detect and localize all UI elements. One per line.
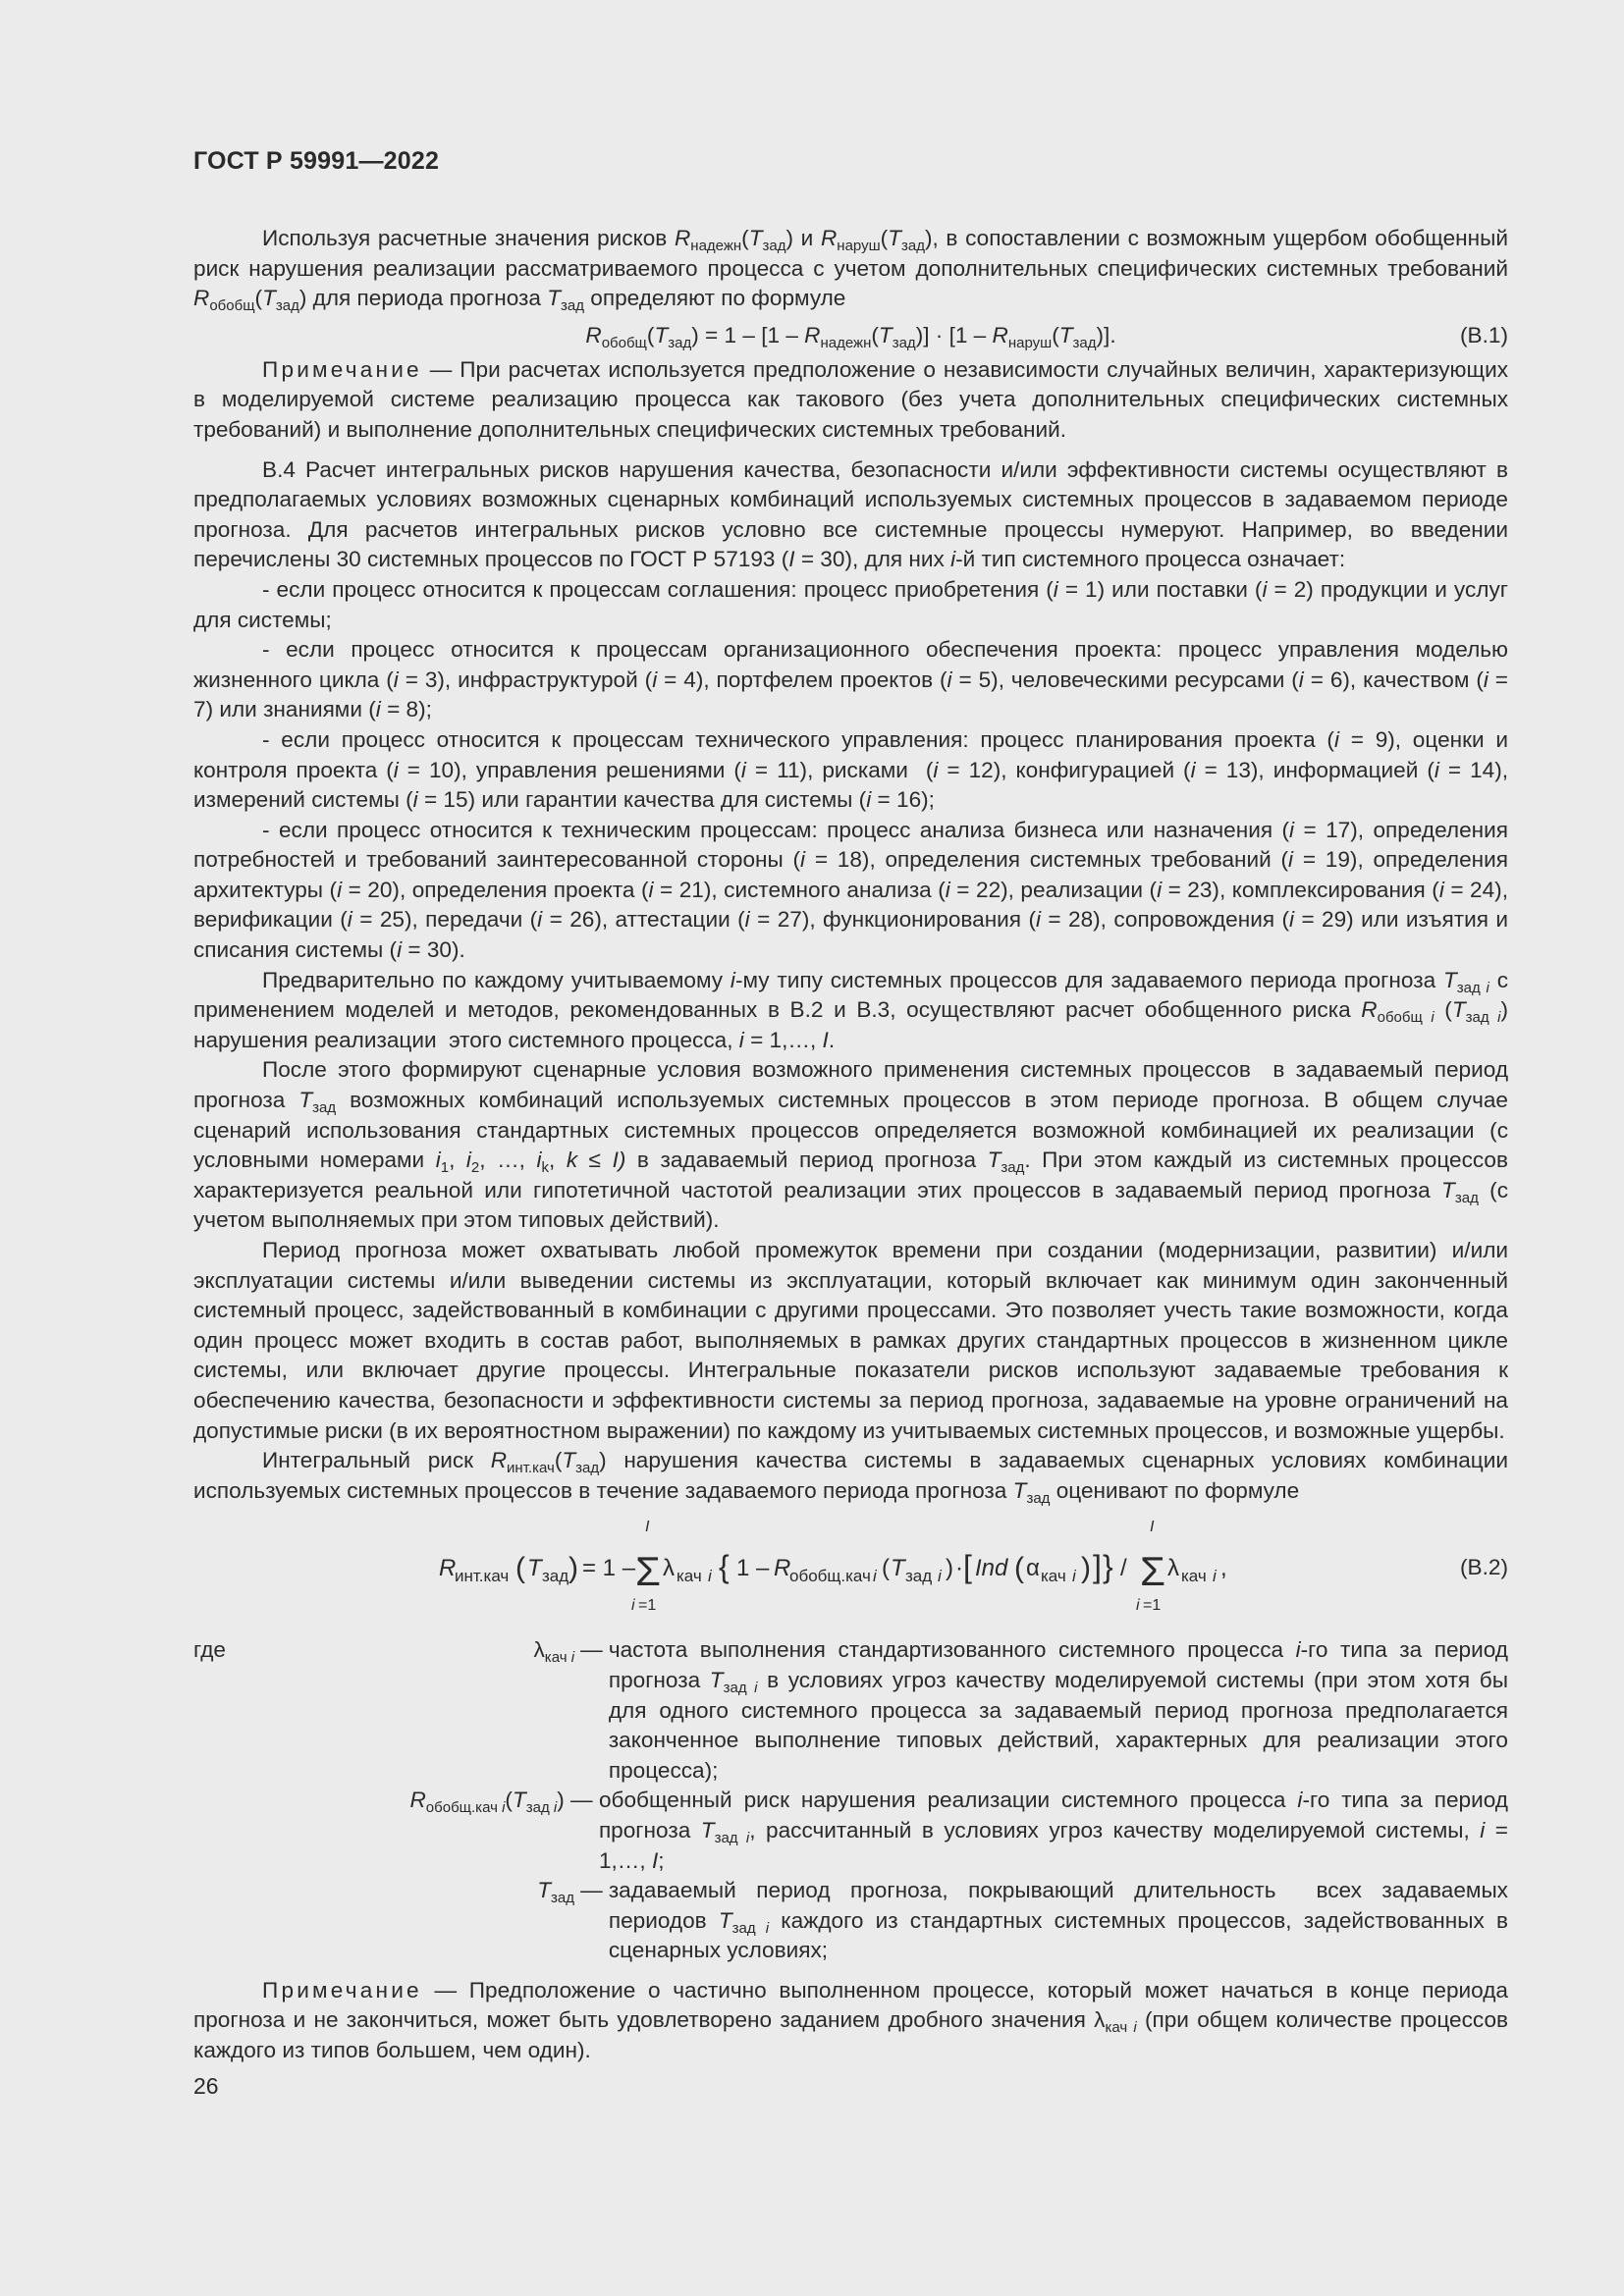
svg-text:,: , <box>1220 1555 1227 1582</box>
definition-symbol: $R_{обобщ.кач i}(T_{зад i})$ <box>409 1788 565 1817</box>
definition-dash: — <box>580 1637 603 1663</box>
note-label: Примечание <box>262 1977 422 2002</box>
svg-text:зад: зад <box>542 1567 569 1586</box>
svg-text:=1: =1 <box>1143 1597 1162 1615</box>
svg-text:i: i <box>1136 1597 1140 1615</box>
svg-text:): ) <box>568 1552 578 1585</box>
svg-text:обобщ.кач: обобщ.кач <box>789 1567 871 1586</box>
svg-text:): ) <box>1081 1552 1091 1585</box>
definition-dash: — <box>580 1878 603 1903</box>
svg-text:1 –: 1 – <box>736 1555 770 1582</box>
svg-text:i: i <box>873 1567 877 1586</box>
svg-text:/: / <box>1120 1555 1127 1582</box>
definition-row <box>193 1635 1508 1786</box>
svg-text:(: ( <box>882 1555 890 1582</box>
svg-text:α: α <box>1026 1555 1040 1582</box>
page-content <box>193 224 1508 2066</box>
paragraph-intro: Используя расчетные значения рисков $R_{надежн}(T_{зад})$ и $R_{наруш}(T_{зад})$, в сопоставлении с возможным ущербом обобщенный риск нарушения реализации рассматриваемого процесса с учетом дополнительных специфических системных требований $R_{обобщ}(T_{зад})$ для периода прогноза $T_{зад}$ определяют по формуле <box>193 226 1508 315</box>
svg-text:I: I <box>1150 1519 1155 1536</box>
svg-text:i: i <box>708 1567 712 1586</box>
svg-text:T: T <box>891 1555 905 1582</box>
definition-symbol: $\lambda_{кач i}$ <box>533 1637 575 1667</box>
definition-dash: — <box>570 1788 593 1813</box>
svg-text:R: R <box>774 1555 791 1582</box>
svg-text:Ind: Ind <box>975 1555 1008 1582</box>
svg-text:i: i <box>938 1567 942 1586</box>
svg-text:(: ( <box>515 1552 525 1585</box>
paragraph-scenario: После этого формируют сценарные условия возможного применения системных процессов в задаваемый период прогноза $T_{зад}$ возможных комбинаций используемых системных процессов в этом периоде прогноза. В общем случае сценарий использования стандартных системных процессов определяется возможной комбинацией их реализации (с условными номерами $i_1$, $i_2$, …, $i_k$, k ≤ I) в задаваемый период прогноза $T_{зад}$. При этом каждый из системных процессов характеризуется реальной или гипотетичной частотой реализации этих процессов в задаваемый период прогноза $T_{зад}$ (с учетом выполняемых при этом типовых действий). <box>193 1057 1508 1233</box>
formula-b1 <box>193 318 1508 353</box>
note-2: Примечание — Предположение о частично выполненном процессе, который может начаться в конце периода прогноза и не закончиться, может быть удовлетворено заданием дробного значения $\lambda_{кач i}$ (при общем количестве процессов каждого из типов большем, чем один). <box>193 1977 1509 2063</box>
definition-row <box>193 1876 1508 1966</box>
svg-text:[: [ <box>963 1549 972 1585</box>
list-item-agreement: - если процесс относится к процессам соглашения: процесс приобретения (i = 1) или поставки (i = 2) продукции и услуг для системы; <box>193 576 1508 632</box>
formula-b2 <box>193 1516 1508 1631</box>
paragraph-period: Период прогноза может охватывать любой промежуток времени при создании (модернизации, развитии) и/или эксплуатации системы и/или выведении системы из эксплуатации, который включает как минимум один законченный системный процесс, задействованный в комбинации с другими процессами. Это позволяет учесть такие возможности, когда один процесс может входить в состав работ, выполняемых в рамках других стандартных процессов в жизненном цикле системы, или включает другие процессы. Интегральные показатели рисков используют задаваемые требования к обеспечению качества, безопасности и эффективности системы за период прогноза, задаваемые на уровне ограничений на допустимые риски (в их вероятностном выражении) по каждому из учитываемых системных процессов, и возможные ущербы. <box>193 1238 1508 1443</box>
svg-text:λ: λ <box>663 1555 675 1582</box>
svg-text:]: ] <box>1093 1549 1102 1585</box>
svg-text:R: R <box>439 1555 457 1582</box>
svg-text:кач: кач <box>677 1567 702 1586</box>
formula-b2-graphic <box>439 1516 1283 1631</box>
svg-text:кач: кач <box>1041 1567 1066 1586</box>
list-item-organizational: - если процесс относится к процессам организационного обеспечения проекта: процесс управления моделью жизненного цикла (i = 3), инфраструктурой (i = 4), портфелем проектов (i = 5), человеческими ресурсами (i = 6), качеством (i = 7) или знаниями (i = 8); <box>193 637 1508 722</box>
note-1 <box>193 355 1508 446</box>
definition-text: частота выполнения стандартизованного системного процесса i-го типа за период прогноза $T_{зад i}$ в условиях угроз качеству моделируемой системы (при этом хотя бы для одного системного процесса за задаваемый период прогноза предполагается законченное выполнение типовых действий, характерных для реализации этого процесса); <box>608 1637 1508 1783</box>
svg-text:λ: λ <box>1167 1555 1179 1582</box>
svg-text:Σ: Σ <box>1140 1548 1165 1595</box>
svg-text:i: i <box>1072 1567 1076 1586</box>
formula-b2-number: (В.2) <box>1460 1555 1508 1580</box>
svg-text:·: · <box>955 1555 963 1582</box>
paragraph-preliminary: Предварительно по каждому учитываемому i-му типу системных процессов для задаваемого периода прогноза $T_{зад i}$ с применением моделей и методов, рекомендованных в В.2 и В.3, осуществляют расчет обобщенного риска $R_{обобщ i}$ $(T_{зад i})$ нарушения реализации этого системного процесса, i = 1,…, I. <box>193 967 1509 1052</box>
definitions-list <box>193 1635 1508 1966</box>
formula-b1-number: (В.1) <box>1460 322 1508 347</box>
svg-text:i: i <box>631 1597 635 1615</box>
paragraph-integral: Интегральный риск $R_{инт.кач}(T_{зад})$ нарушения качества системы в задаваемых сценарных условиях комбинации используемых системных процессов в течение задаваемого периода прогноза $T_{зад}$ оценивают по формуле <box>193 1448 1508 1507</box>
svg-text:кач: кач <box>1181 1567 1207 1586</box>
svg-text:i: i <box>1213 1567 1217 1586</box>
definition-row <box>193 1786 1508 1876</box>
svg-text:= 1 –: = 1 – <box>582 1555 636 1582</box>
svg-text:}: } <box>1103 1549 1113 1585</box>
svg-text:=1: =1 <box>638 1597 657 1615</box>
paragraph-b4: В.4 Расчет интегральных рисков нарушения качества, безопасности и/или эффективности системы осуществляют в предполагаемых условиях возможных сценарных комбинаций используемых системных процессов в задаваемом периоде прогноза. Для расчетов интегральных рисков условно все системные процессы нумеруют. Например, во введении перечислены 30 системных процессов по ГОСТ Р 57193 (I = 30), для них i-й тип системного процесса означает: <box>193 456 1508 572</box>
svg-text:инт.кач: инт.кач <box>455 1567 510 1586</box>
note-label: Примечание <box>262 356 422 382</box>
list-item-technical-management: - если процесс относится к процессам технического управления: процесс планирования проекта (i = 9), оценки и контроля проекта (i = 10), управления решениями (i = 11), рисками (i = 12), конфигурацией (i = 13), информацией (i = 14), измерений системы (i = 15) или гарантии качества для системы (i = 16); <box>193 726 1508 813</box>
svg-text:{: { <box>719 1549 730 1585</box>
svg-text:(: ( <box>1014 1552 1024 1585</box>
definition-text: задаваемый период прогноза, покрывающий длительность всех задаваемых периодов $T_{зад i}$ каждого из стандартных системных процессов, задействованных в сценарных условиях; <box>608 1878 1508 1963</box>
svg-text:зад: зад <box>905 1567 933 1586</box>
note-2-text-b: (при общем количестве процессов каждого из типов большем, чем один). <box>193 2007 1509 2063</box>
definition-symbol: $T_{зад}$ <box>537 1878 575 1907</box>
page-header: ГОСТ Р 59991—2022 <box>193 147 440 175</box>
definition-text: обобщенный риск нарушения реализации системного процесса i-го типа за период прогноза $T_{зад i}$, рассчитанный в условиях угроз качеству моделируемой системы, i = 1,…, I; <box>598 1788 1508 1873</box>
svg-text:): ) <box>946 1555 953 1582</box>
formula-b1-body: $R_{обобщ}(T_{зад}) = 1 - [1 - R_{надежн}(T_{зад})] \cdot [1 - R_{наруш}(T_{зад})]$. <box>585 322 1116 351</box>
list-item-technical: - если процесс относится к техническим процессам: процесс анализа бизнеса или назначения (i = 17), определения потребностей и требований заинтересованной стороны (i = 18), определения системных требований (i = 19), определения архитектуры (i = 20), определения проекта (i = 21), системного анализа (i = 22), реализации (i = 23), комплексирования (i = 24), верификации (i = 25), передачи (i = 26), аттестации (i = 27), функционирования (i = 28), сопровождения (i = 29) или изъятия и списания системы (i = 30). <box>193 817 1509 963</box>
svg-text:T: T <box>527 1555 542 1582</box>
page-number: 26 <box>193 2073 219 2099</box>
note-2-text-a: — Предположение о частично выполненном процессе, который может начаться в конце периода прогноза и не закончиться, может быть удовлетворено заданием дробного значения λ <box>193 1977 1508 2033</box>
note-1-text: — При расчетах используется предположение о независимости случайных величин, характеризующих в моделируемой системе реализацию процесса как такового (без учета дополнительных специфических системных требований) и выполнение дополнительных специфических системных требований. <box>193 356 1508 442</box>
svg-text:I: I <box>645 1519 650 1536</box>
where-label: где <box>193 1637 226 1663</box>
svg-text:Σ: Σ <box>635 1548 661 1595</box>
